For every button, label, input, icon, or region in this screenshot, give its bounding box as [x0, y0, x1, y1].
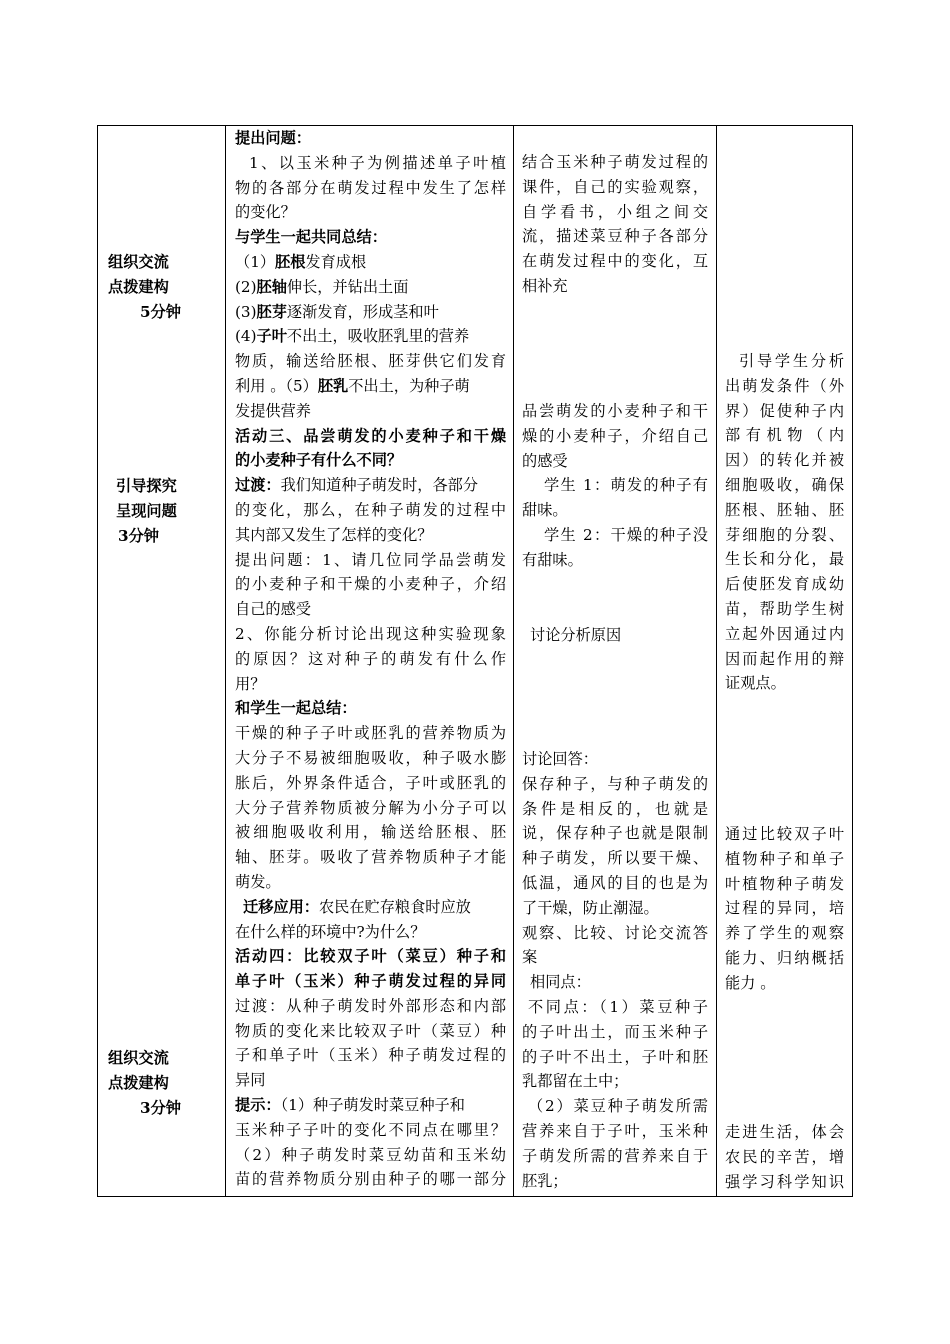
student-text: 结合玉米种子萌发过程的 课件，自己的实验观察， 自学看书，小组之间交 流，描述菜豆种子各部分 在萌发过程中的变化，互 相补充: [522, 153, 708, 295]
stage-label: 组织交流 点拨建构 5分钟: [108, 253, 181, 321]
intent-text: 走进生活，体会 农民的辛苦，增 强学习科学知识: [725, 1123, 844, 1191]
intent-text: 引导学生分析 出萌发条件（外 界）促使种子内 部有机物（内 因）的转化并被 细胞吸收，确保 胚根、胚轴、胚 芽细胞的分裂、 生长和分化，最 后使胚发育成幼 苗，帮助学生树 立起外因通过内 因而起作用的辩 证观点。: [725, 352, 844, 693]
teacher-column: [226, 126, 513, 1196]
stage-label: 引导探究 呈现问题 3分钟: [116, 477, 177, 545]
student-text: 品尝萌发的小麦种子和干 燥的小麦种子，介绍自己 的感受 学生 1：萌发的种子有 甜味。 学生 2：干燥的种子没 有甜味。: [522, 402, 708, 569]
student-text: 讨论回答： 保存种子，与种子萌发的 条件是相反的，也就是 说，保存种子也就是限制 种子萌发，所以要干燥、 低温，通风的目的也是为 了干燥，防止潮湿。 观察、比较、讨论交流答 案 相同点： 不同点：（1）菜豆种子 的子叶出土，而玉米种子 的子叶不出土，子叶和胚 乳都留在土中； （2）菜豆种子萌发所需 营养来自于子叶，玉米种 子萌发所需的营养来自于 胚乳；: [522, 750, 708, 1190]
intent-text: 通过比较双子叶 植物种子和单子 叶植物种子萌发 过程的异同，培 养了学生的观察 能力、归纳概括 能力 。: [725, 825, 844, 992]
student-text: 讨论分析原因: [530, 626, 622, 644]
intent-column: [717, 126, 852, 1196]
student-column: [514, 126, 716, 1196]
stage-column: [98, 126, 225, 1196]
lesson-table: [97, 125, 853, 1197]
teacher-text: 提出问题： 1、以玉米种子为例描述单子叶植 物的各部分在萌发过程中发生了怎样 的变化？ 与学生一起共同总结： （1）胚根发育成根 (2)胚轴伸长，并钻出土面 (3)胚芽逐渐发育，形成茎和叶 (4)子叶不出土，吸收胚乳里的营养 物质，输送给胚根、胚芽供它们发育 利用 。（5）胚乳不出土，为种子萌 发提供营养 活动三、品尝萌发的小麦种子和干燥 的小麦种子有什么不同？ 过渡：我们知道种子萌发时，各部分 的变化，那么，在种子萌发的过程中 其内部又发生了怎样的变化？ 提出问题：1、请几位同学品尝萌发 的小麦种子和干燥的小麦种子，介绍 自己的感受 2、你能分析讨论出现这种实验现象 的原因？这对种子的萌发有什么作 用？ 和学生一起总结： 干燥的种子子叶或胚乳的营养物质为 大分子不易被细胞吸收，种子吸水膨 胀后，外界条件适合，子叶或胚乳的 大分子营养物质被分解为小分子可以 被细胞吸收利用，输送给胚根、胚 轴、胚芽。吸收了营养物质种子才能 萌发。 迁移应用：农民在贮存粮食时应放 在什么样的环境中?为什么？ 活动四：比较双子叶（菜豆）种子和 单子叶（玉米）种子萌发过程的异同 过渡：从种子萌发时外部形态和内部 物质的变化来比较双子叶（菜豆）种 子和单子叶（玉米）种子萌发过程的 异同 提示：（1）种子萌发时菜豆种子和 玉米种子子叶的变化不同点在哪里？ （2）种子萌发时菜豆幼苗和玉米幼 苗的营养物质分别由种子的哪一部分: [235, 129, 506, 1189]
stage-label: 组织交流 点拨建构 3分钟: [108, 1049, 181, 1117]
